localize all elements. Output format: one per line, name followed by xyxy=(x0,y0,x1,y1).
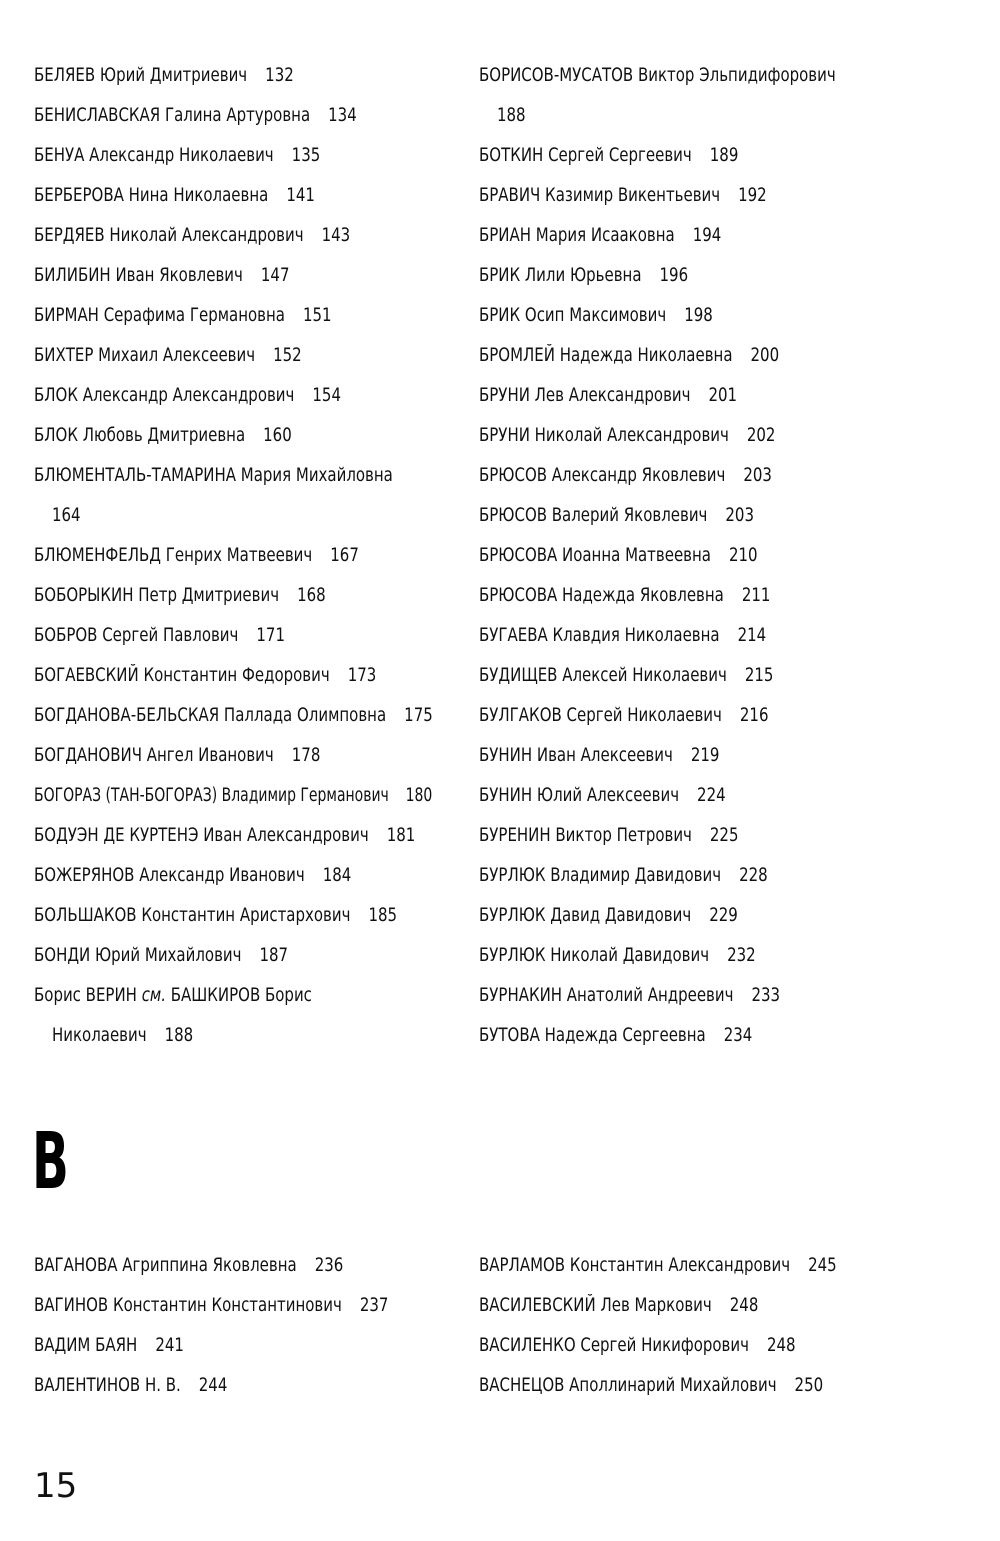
entry-page: 248 xyxy=(729,1295,759,1316)
entry-page: 164 xyxy=(52,505,81,526)
entry-page: 244 xyxy=(198,1375,228,1396)
index-entry xyxy=(34,256,430,296)
index-entry xyxy=(479,176,875,216)
entry-page: 143 xyxy=(321,225,351,246)
index-entry xyxy=(479,216,875,256)
index-entry xyxy=(34,176,430,216)
see-reference: см. xyxy=(141,985,166,1006)
entry-page: 216 xyxy=(739,705,769,726)
entry-name: БОДУЭН ДЕ КУРТЕНЭ Иван Александрович xyxy=(34,825,369,846)
index-entry xyxy=(479,776,875,816)
entry-name: ВАГАНОВА Агриппина Яковлевна xyxy=(34,1255,297,1276)
entry-name: БИХТЕР Михаил Алексеевич xyxy=(34,345,256,366)
entry-page: 175 xyxy=(404,705,433,726)
entry-page: 141 xyxy=(286,185,315,206)
entry-name: БОГАЕВСКИЙ Константин Федорович xyxy=(34,665,330,686)
index-entry xyxy=(34,816,430,856)
entry-name: ВАСИЛЕНКО Сергей Никифорович xyxy=(479,1335,749,1356)
entry-page: 202 xyxy=(746,425,776,446)
entry-page: 180 xyxy=(405,785,433,806)
entry-name: БРИК Лили Юрьевна xyxy=(479,265,642,286)
index-entry xyxy=(479,1366,875,1406)
section-letter-heading: В xyxy=(32,1117,69,1207)
entry-name: БУГАЕВА Клавдия Николаевна xyxy=(479,625,720,646)
index-column-left-b xyxy=(34,56,474,1056)
index-entry xyxy=(479,736,875,776)
entry-name: ВАГИНОВ Константин Константинович xyxy=(34,1295,342,1316)
index-entry xyxy=(34,1326,430,1366)
entry-name: БЕНУА Александр Николаевич xyxy=(34,145,274,166)
index-entry xyxy=(34,456,430,536)
entry-page: 173 xyxy=(347,665,377,686)
entry-name: БУРЕНИН Виктор Петрович xyxy=(479,825,692,846)
entry-name: БИРМАН Серафима Германовна xyxy=(34,305,285,326)
index-entry xyxy=(479,976,875,1016)
entry-name: БОРИСОВ-МУСАТОВ Виктор Эльпидифорович xyxy=(479,65,836,86)
entry-page: 198 xyxy=(684,305,713,326)
entry-name: БЕЛЯЕВ Юрий Дмитриевич xyxy=(34,65,248,86)
entry-page: 184 xyxy=(322,865,352,886)
entry-page: 237 xyxy=(359,1295,389,1316)
index-entry xyxy=(479,856,875,896)
index-entry xyxy=(34,896,430,936)
index-entry xyxy=(34,376,430,416)
entry-name: ВАСИЛЕВСКИЙ Лев Маркович xyxy=(479,1295,712,1316)
entry-page: 134 xyxy=(328,105,357,126)
index-entry xyxy=(34,856,430,896)
entry-page: 200 xyxy=(750,345,780,366)
entry-page: 210 xyxy=(728,545,758,566)
entry-name: БРУНИ Николай Александрович xyxy=(479,425,729,446)
entry-name: БОБРОВ Сергей Павлович xyxy=(34,625,239,646)
index-entry xyxy=(479,416,875,456)
entry-name: БУРНАКИН Анатолий Андреевич xyxy=(479,985,734,1006)
entry-name: БОБОРЫКИН Петр Дмитриевич xyxy=(34,585,280,606)
entry-page: 147 xyxy=(260,265,290,286)
entry-page: 192 xyxy=(738,185,767,206)
entry-page: 188 xyxy=(164,1025,194,1046)
entry-page: 152 xyxy=(273,345,302,366)
index-entry xyxy=(34,296,430,336)
entry-name: ВАЛЕНТИНОВ Н. В. xyxy=(34,1375,181,1396)
index-entry xyxy=(34,416,430,456)
see-target-continued: Николаевич xyxy=(52,1025,147,1046)
entry-page: 203 xyxy=(725,505,754,526)
entry-page: 151 xyxy=(302,305,332,326)
entry-page: 171 xyxy=(256,625,285,646)
see-target: БАШКИРОВ Борис xyxy=(170,985,312,1006)
index-entry xyxy=(34,576,430,616)
entry-name: БУРЛЮК Владимир Давидович xyxy=(479,865,722,886)
index-entry xyxy=(479,376,875,416)
entry-name: БОЛЬШАКОВ Константин Аристархович xyxy=(34,905,351,926)
entry-page: 241 xyxy=(155,1335,184,1356)
entry-name: БЕРБЕРОВА Нина Николаевна xyxy=(34,185,269,206)
entry-page: 224 xyxy=(697,785,726,806)
index-entry xyxy=(34,736,430,776)
index-entry xyxy=(34,1366,430,1406)
entry-name: БРЮСОВ Александр Яковлевич xyxy=(479,465,726,486)
index-column-right-b xyxy=(479,56,919,1056)
entry-name: БОГДАНОВИЧ Ангел Иванович xyxy=(34,745,274,766)
entry-name: БЕРДЯЕВ Николай Александрович xyxy=(34,225,304,246)
index-entry xyxy=(479,1246,875,1286)
entry-page: 234 xyxy=(723,1025,753,1046)
index-see-entry xyxy=(34,976,430,1056)
index-entry xyxy=(479,1016,875,1056)
index-entry xyxy=(479,456,875,496)
entry-page: 196 xyxy=(659,265,689,286)
index-entry xyxy=(34,56,430,96)
entry-page: 245 xyxy=(808,1255,837,1276)
index-entry xyxy=(479,296,875,336)
entry-page: 203 xyxy=(743,465,772,486)
index-column-right-v xyxy=(479,1246,919,1406)
entry-name: БУРЛЮК Николай Давидович xyxy=(479,945,710,966)
entry-page: 132 xyxy=(265,65,294,86)
index-entry xyxy=(479,616,875,656)
index-entry xyxy=(34,656,430,696)
entry-name: БОНДИ Юрий Михайлович xyxy=(34,945,242,966)
entry-page: 250 xyxy=(794,1375,824,1396)
index-entry xyxy=(479,936,875,976)
page-number: 15 xyxy=(34,1466,78,1506)
entry-name: Борис ВЕРИН xyxy=(34,985,137,1006)
entry-page: 228 xyxy=(739,865,768,886)
entry-page: 135 xyxy=(291,145,321,166)
index-entry xyxy=(34,936,430,976)
index-entry xyxy=(34,1246,430,1286)
index-entry xyxy=(479,56,875,136)
entry-page: 248 xyxy=(766,1335,796,1356)
entry-name: БОГДАНОВА-БЕЛЬСКАЯ Паллада Олимповна xyxy=(34,705,387,726)
index-entry xyxy=(34,536,430,576)
entry-page: 181 xyxy=(386,825,416,846)
entry-page: 214 xyxy=(737,625,767,646)
index-entry xyxy=(479,696,875,736)
entry-name: БРУНИ Лев Александрович xyxy=(479,385,691,406)
index-entry xyxy=(34,696,433,736)
index-entry xyxy=(479,1326,875,1366)
index-entry xyxy=(34,616,430,656)
entry-name: ВАДИМ БАЯН xyxy=(34,1335,138,1356)
index-entry xyxy=(34,776,433,816)
entry-name: БУЛГАКОВ Сергей Николаевич xyxy=(479,705,722,726)
entry-page: 194 xyxy=(692,225,722,246)
entry-name: БУДИЩЕВ Алексей Николаевич xyxy=(479,665,727,686)
index-entry xyxy=(479,576,875,616)
entry-page: 188 xyxy=(497,105,526,126)
entry-name: БОЖЕРЯНОВ Александр Иванович xyxy=(34,865,305,886)
entry-page: 219 xyxy=(690,745,720,766)
entry-page: 201 xyxy=(708,385,738,406)
index-entry xyxy=(34,336,430,376)
entry-page: 229 xyxy=(709,905,738,926)
entry-name: БРОМЛЕЙ Надежда Николаевна xyxy=(479,345,733,366)
entry-name: БРЮСОВА Иоанна Матвеевна xyxy=(479,545,711,566)
entry-name: БЛОК Любовь Дмитриевна xyxy=(34,425,246,446)
index-entry xyxy=(479,256,875,296)
entry-name: БЛЮМЕНФЕЛЬД Генрих Матвеевич xyxy=(34,545,313,566)
entry-page: 160 xyxy=(263,425,292,446)
entry-name: БЛЮМЕНТАЛЬ-ТАМАРИНА Мария Михайловна xyxy=(34,465,393,486)
entry-page: 167 xyxy=(330,545,359,566)
entry-name: БУРЛЮК Давид Давидович xyxy=(479,905,692,926)
index-entry xyxy=(479,336,875,376)
entry-page: 215 xyxy=(744,665,774,686)
index-entry xyxy=(479,496,875,536)
entry-page: 178 xyxy=(291,745,321,766)
entry-name: БУТОВА Надежда Сергеевна xyxy=(479,1025,706,1046)
entry-name: БЛОК Александр Александрович xyxy=(34,385,295,406)
index-entry xyxy=(34,1286,430,1326)
index-entry xyxy=(34,216,430,256)
entry-name: БРИК Осип Максимович xyxy=(479,305,667,326)
entry-page: 185 xyxy=(368,905,398,926)
index-entry xyxy=(34,96,430,136)
entry-page: 168 xyxy=(297,585,326,606)
entry-name: БОТКИН Сергей Сергеевич xyxy=(479,145,692,166)
index-column-left-v xyxy=(34,1246,474,1406)
index-entry xyxy=(479,136,875,176)
entry-name: БЕНИСЛАВСКАЯ Галина Артуровна xyxy=(34,105,311,126)
entry-name: БОГОРАЗ (ТАН-БОГОРАЗ) Владимир Германович xyxy=(34,785,389,806)
entry-page: 225 xyxy=(709,825,739,846)
index-entry xyxy=(479,896,875,936)
index-entry xyxy=(479,816,875,856)
entry-page: 232 xyxy=(727,945,756,966)
entry-page: 187 xyxy=(259,945,289,966)
entry-name: БУНИН Юлий Алексеевич xyxy=(479,785,680,806)
entry-name: БРИАН Мария Исааковна xyxy=(479,225,675,246)
index-entry xyxy=(34,136,430,176)
entry-page: 236 xyxy=(314,1255,344,1276)
index-entry xyxy=(479,1286,875,1326)
entry-page: 189 xyxy=(709,145,739,166)
entry-name: ВАСНЕЦОВ Аполлинарий Михайлович xyxy=(479,1375,777,1396)
entry-name: БРАВИЧ Казимир Викентьевич xyxy=(479,185,721,206)
entry-name: БРЮСОВ Валерий Яковлевич xyxy=(479,505,708,526)
entry-page: 211 xyxy=(741,585,771,606)
entry-page: 154 xyxy=(312,385,341,406)
index-entry xyxy=(479,656,875,696)
entry-name: БУНИН Иван Алексеевич xyxy=(479,745,673,766)
entry-name: БИЛИБИН Иван Яковлевич xyxy=(34,265,243,286)
index-entry xyxy=(479,536,875,576)
entry-name: БРЮСОВА Надежда Яковлевна xyxy=(479,585,724,606)
entry-page: 233 xyxy=(751,985,781,1006)
entry-name: ВАРЛАМОВ Константин Александрович xyxy=(479,1255,791,1276)
